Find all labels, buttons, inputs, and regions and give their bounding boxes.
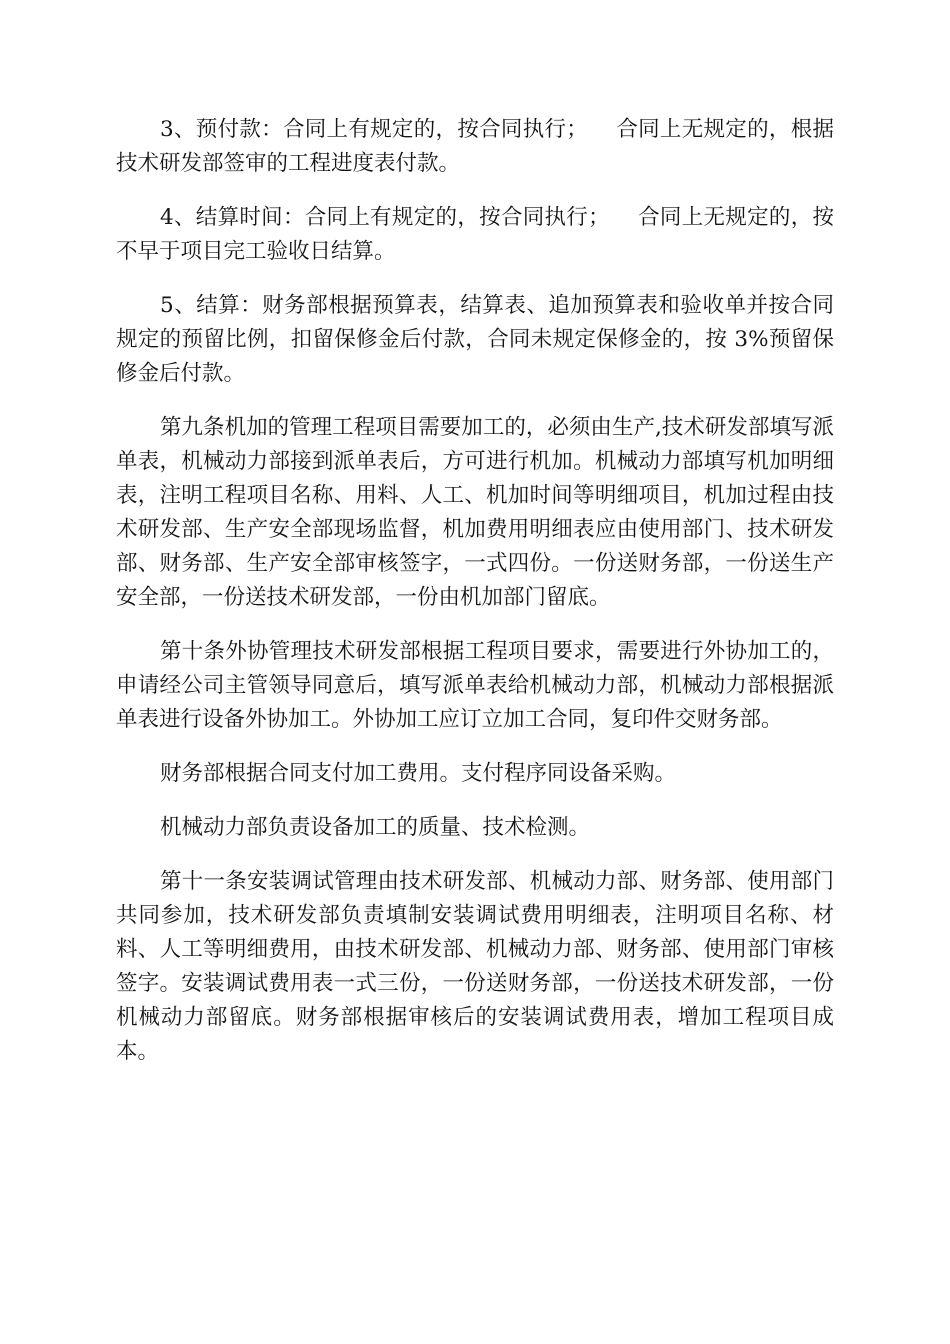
paragraph-quality-inspection: 机械动力部负责设备加工的质量、技术检测。 — [160, 815, 591, 840]
paragraph-article-10-outsourcing: 第十条外协管理技术研发部根据工程项目要求，需要进行外协加工的，申请经公司主管领导同意后，填写派单表给机械动力部，机械动力部根据派单表进行设备外协加工。外协加工应订立加工合同，复印件交财务部。 — [116, 639, 834, 732]
paragraph-finance-payment: 财务部根据合同支付加工费用。支付程序同设备采购。 — [160, 761, 677, 786]
paragraph-advance-payment: 3、预付款：合同上有规定的，按合同执行； 合同上无规定的，根据技术研发部签审的工程进度表付款。 — [116, 117, 834, 176]
paragraph-settlement-time: 4、结算时间：合同上有规定的，按合同执行； 合同上无规定的，按不早于项目完工验收日结算。 — [116, 205, 834, 264]
paragraph-article-11-installation: 第十一条安装调试管理由技术研发部、机械动力部、财务部、使用部门共同参加，技术研发部负责填制安装调试费用明细表，注明项目名称、材料、人工等明细费用，由技术研发部、机械动力部、财务部、使用部门审核签字。安装调试费用表一式三份，一份送财务部，一份送技术研发部，一份机械动力部留底。财务部根据审核后的安装调试费用表，增加工程项目成本。 — [116, 869, 834, 1064]
paragraph-settlement: 5、结算：财务部根据预算表，结算表、追加预算表和验收单并按合同规定的预留比例，扣留保修金后付款，合同未规定保修金的，按 3%预留保修金后付款。 — [116, 293, 834, 386]
document-body — [116, 113, 834, 1089]
paragraph-article-9-machining: 第九条机加的管理工程项目需要加工的，必须由生产,技术研发部填写派单表，机械动力部接到派单表后，方可进行机加。机械动力部填写机加明细表，注明工程项目名称、用料、人工、机加时间等明细项目，机加过程由技术研发部、生产安全部现场监督，机加费用明细表应由使用部门、技术研发部、财务部、生产安全部审核签字，一式四份。一份送财务部，一份送生产安全部，一份送技术研发部，一份由机加部门留底。 — [116, 415, 834, 610]
